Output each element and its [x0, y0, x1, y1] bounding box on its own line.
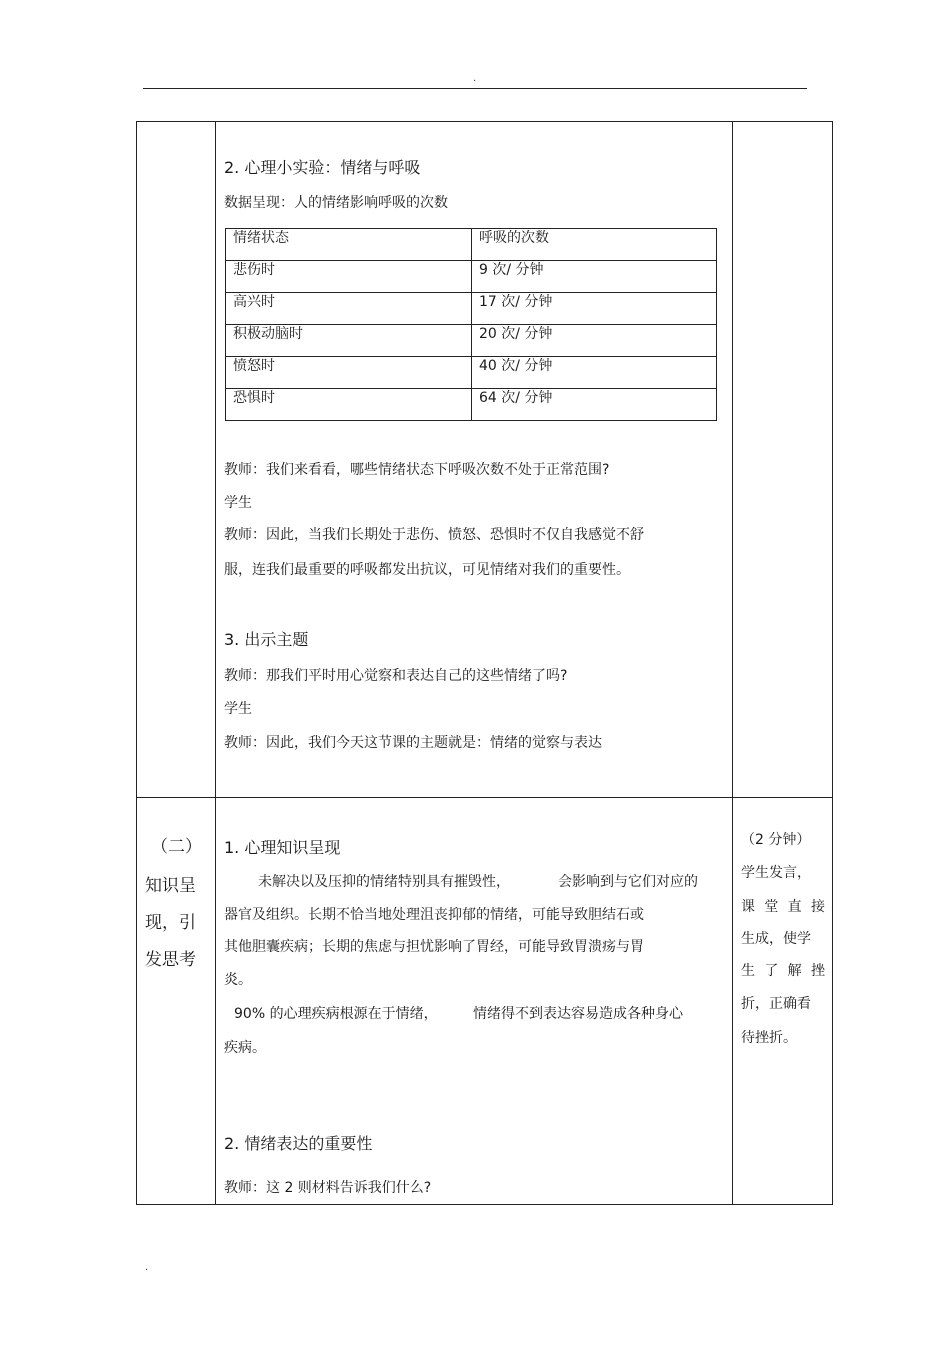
teacher-question-3: 教师：这 2 则材料告诉我们什么?: [224, 1180, 432, 1196]
table-cell-breaths: 64 次/ 分钟: [472, 389, 717, 421]
paragraph-2-line-1b: 情绪得不到表达容易造成各种身心: [473, 1006, 683, 1022]
note-line-5: 生了解挫: [741, 963, 825, 979]
table-col-divider-1: [215, 121, 216, 1205]
teacher-question-2: 教师：那我们平时用心觉察和表达自己的这些情绪了吗?: [224, 668, 568, 684]
paragraph-2-line-2: 疾病。: [224, 1040, 266, 1056]
experiment-heading: 2. 心理小实验：情绪与呼吸: [224, 158, 421, 177]
table-bottom-border: [136, 1204, 833, 1205]
table-left-border: [136, 121, 137, 1205]
table-header-emotion: 情绪状态: [226, 229, 472, 261]
table-right-border: [832, 121, 833, 1205]
paragraph-1-line-3: 其他胆囊疾病；长期的焦虑与担忧影响了胃经，可能导致胃溃疡与胃: [224, 939, 644, 955]
section-2-label-line-2: 知识呈: [145, 876, 196, 896]
knowledge-heading: 1. 心理知识呈现: [224, 838, 341, 857]
table-cell-breaths: 17 次/ 分钟: [472, 293, 717, 325]
topic-heading: 3. 出示主题: [224, 630, 309, 649]
section-2-label-line-1: （二）: [151, 837, 202, 857]
note-line-4: 生成，使学: [741, 931, 811, 947]
teacher-question-1: 教师：我们来看看，哪些情绪状态下呼吸次数不处于正常范围?: [224, 462, 610, 478]
table-row: [226, 357, 717, 389]
table-col-divider-2: [732, 121, 733, 1205]
paragraph-1-line-2: 器官及组织。长期不恰当地处理沮丧抑郁的情绪，可能导致胆结石或: [224, 907, 644, 923]
paragraph-1-line-1a: 未解决以及压抑的情绪特别具有摧毁性，: [258, 874, 510, 890]
teacher-answer-2: 教师：因此，我们今天这节课的主题就是：情绪的觉察与表达: [224, 735, 602, 751]
table-cell-emotion: 积极动脑时: [226, 325, 472, 357]
note-duration: （2 分钟）: [741, 832, 811, 848]
note-line-6: 折，正确看: [741, 996, 811, 1012]
table-cell-breaths: 40 次/ 分钟: [472, 357, 717, 389]
paragraph-2-line-1a: 90% 的心理疾病根源在于情绪，: [234, 1006, 438, 1022]
note-line-7: 待挫折。: [741, 1030, 797, 1046]
note-line-3: 课堂直接: [741, 899, 825, 915]
breathing-table: [225, 228, 717, 421]
table-cell-emotion: 愤怒时: [226, 357, 472, 389]
table-cell-breaths: 20 次/ 分钟: [472, 325, 717, 357]
table-row: [226, 261, 717, 293]
note-line-2: 学生发言，: [741, 865, 811, 881]
header-rule: [143, 88, 807, 89]
student-response-1: 学生: [224, 495, 252, 511]
header-mark: .: [473, 73, 477, 84]
table-header-breaths: 呼吸的次数: [472, 229, 717, 261]
table-header-row: [226, 229, 717, 261]
section-2-label-line-4: 发思考: [145, 950, 196, 970]
table-cell-emotion: 悲伤时: [226, 261, 472, 293]
importance-heading: 2. 情绪表达的重要性: [224, 1134, 373, 1153]
teacher-answer-1-line-1: 教师：因此，当我们长期处于悲伤、愤怒、恐惧时不仅自我感觉不舒: [224, 527, 644, 543]
table-cell-emotion: 恐惧时: [226, 389, 472, 421]
table-row-divider: [136, 797, 833, 798]
data-intro: 数据呈现：人的情绪影响呼吸的次数: [224, 195, 448, 211]
paragraph-1-line-4: 炎。: [224, 972, 252, 988]
teacher-answer-1-line-2: 服，连我们最重要的呼吸都发出抗议，可见情绪对我们的重要性。: [224, 562, 630, 578]
table-row: [226, 293, 717, 325]
footer-mark: .: [145, 1262, 149, 1273]
paragraph-1-line-1b: 会影响到与它们对应的: [558, 874, 698, 890]
table-cell-emotion: 高兴时: [226, 293, 472, 325]
table-row: [226, 325, 717, 357]
table-cell-breaths: 9 次/ 分钟: [472, 261, 717, 293]
table-row: [226, 389, 717, 421]
table-top-border: [136, 121, 833, 122]
section-2-label-line-3: 现，引: [145, 913, 196, 933]
student-response-2: 学生: [224, 701, 252, 717]
